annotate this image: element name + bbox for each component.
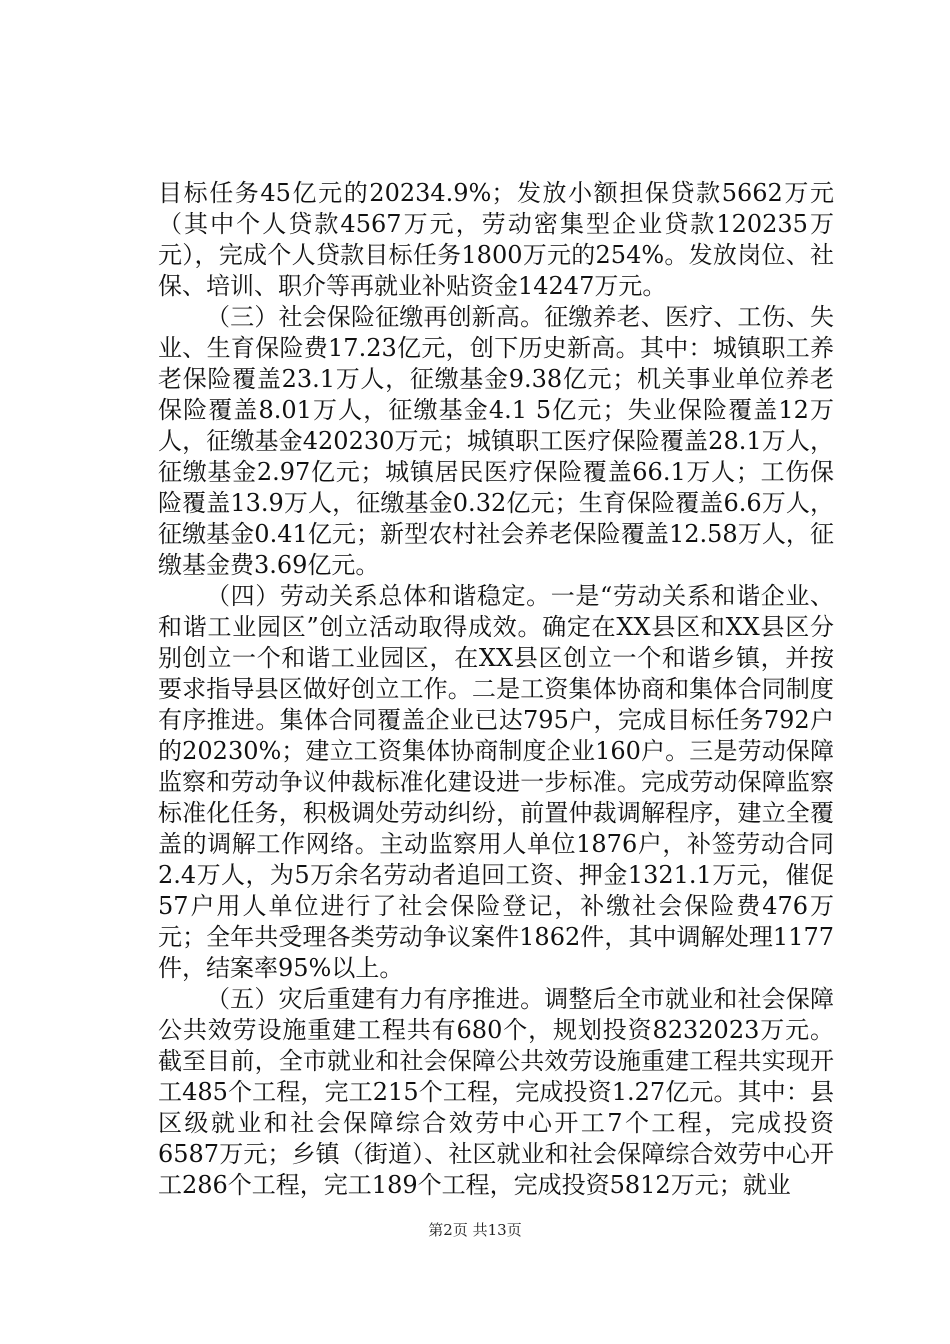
paragraph-reconstruction: （五）灾后重建有力有序推进。调整后全市就业和社会保障公共效劳设施重建工程共有680个，规划投资8232023万元。截至目前，全市就业和社会保障公共效劳设施重建工程共实现开工485个工程，完工215个工程，完成投资1.27亿元。其中：县区级就业和社会保障综合效劳中心开工7个工程，完成投资6587万元；乡镇（街道）、社区就业和社会保障综合效劳中心开工286个工程，完工189个工程，完成投资5812万元；就业 bbox=[158, 985, 834, 1199]
paragraph-social-insurance: （三）社会保险征缴再创新高。征缴养老、医疗、工伤、失业、生育保险费17.23亿元，创下历史新高。其中：城镇职工养老保险覆盖23.1万人，征缴基金9.38亿元；机关事业单位养老保险覆盖8.01万人，征缴基金4.1 5亿元；失业保险覆盖12万人，征缴基金420230万元；城镇职工医疗保险覆盖28.1万人，征缴基金2.97亿元；城镇居民医疗保险覆盖66.1万人；工伤保险覆盖13.9万人，征缴基金0.32亿元；生育保险覆盖6.6万人，征缴基金0.41亿元；新型农村社会养老保险覆盖12.58万人，征缴基金费3.69亿元。 bbox=[158, 303, 834, 579]
page-number-footer: 第2页 共13页 bbox=[428, 1221, 522, 1239]
paragraph-continuation: 目标任务45亿元的20234.9%；发放小额担保贷款5662万元（其中个人贷款4567万元，劳动密集型企业贷款120235万元），完成个人贷款目标任务1800万元的254%。发放岗位、社保、培训、职介等再就业补贴资金14247万元。 bbox=[158, 179, 834, 300]
document-body bbox=[158, 178, 834, 1201]
paragraph-labor-relations: （四）劳动关系总体和谐稳定。一是“劳动关系和谐企业、和谐工业园区”创立活动取得成效。确定在XX县区和XX县区分别创立一个和谐工业园区，在XX县区创立一个和谐乡镇，并按要求指导县区做好创立工作。二是工资集体协商和集体合同制度有序推进。集体合同覆盖企业已达795户，完成目标任务792户的20230%；建立工资集体协商制度企业160户。三是劳动保障监察和劳动争议仲裁标准化建设进一步标准。完成劳动保障监察标准化任务，积极调处劳动纠纷，前置仲裁调解程序，建立全覆盖的调解工作网络。主动监察用人单位1876户，补签劳动合同2.4万人，为5万余名劳动者追回工资、押金1321.1万元，催促57户用人单位进行了社会保险登记，补缴社会保险费476万元；全年共受理各类劳动争议案件1862件，其中调解处理1177件，结案率95%以上。 bbox=[158, 582, 834, 982]
